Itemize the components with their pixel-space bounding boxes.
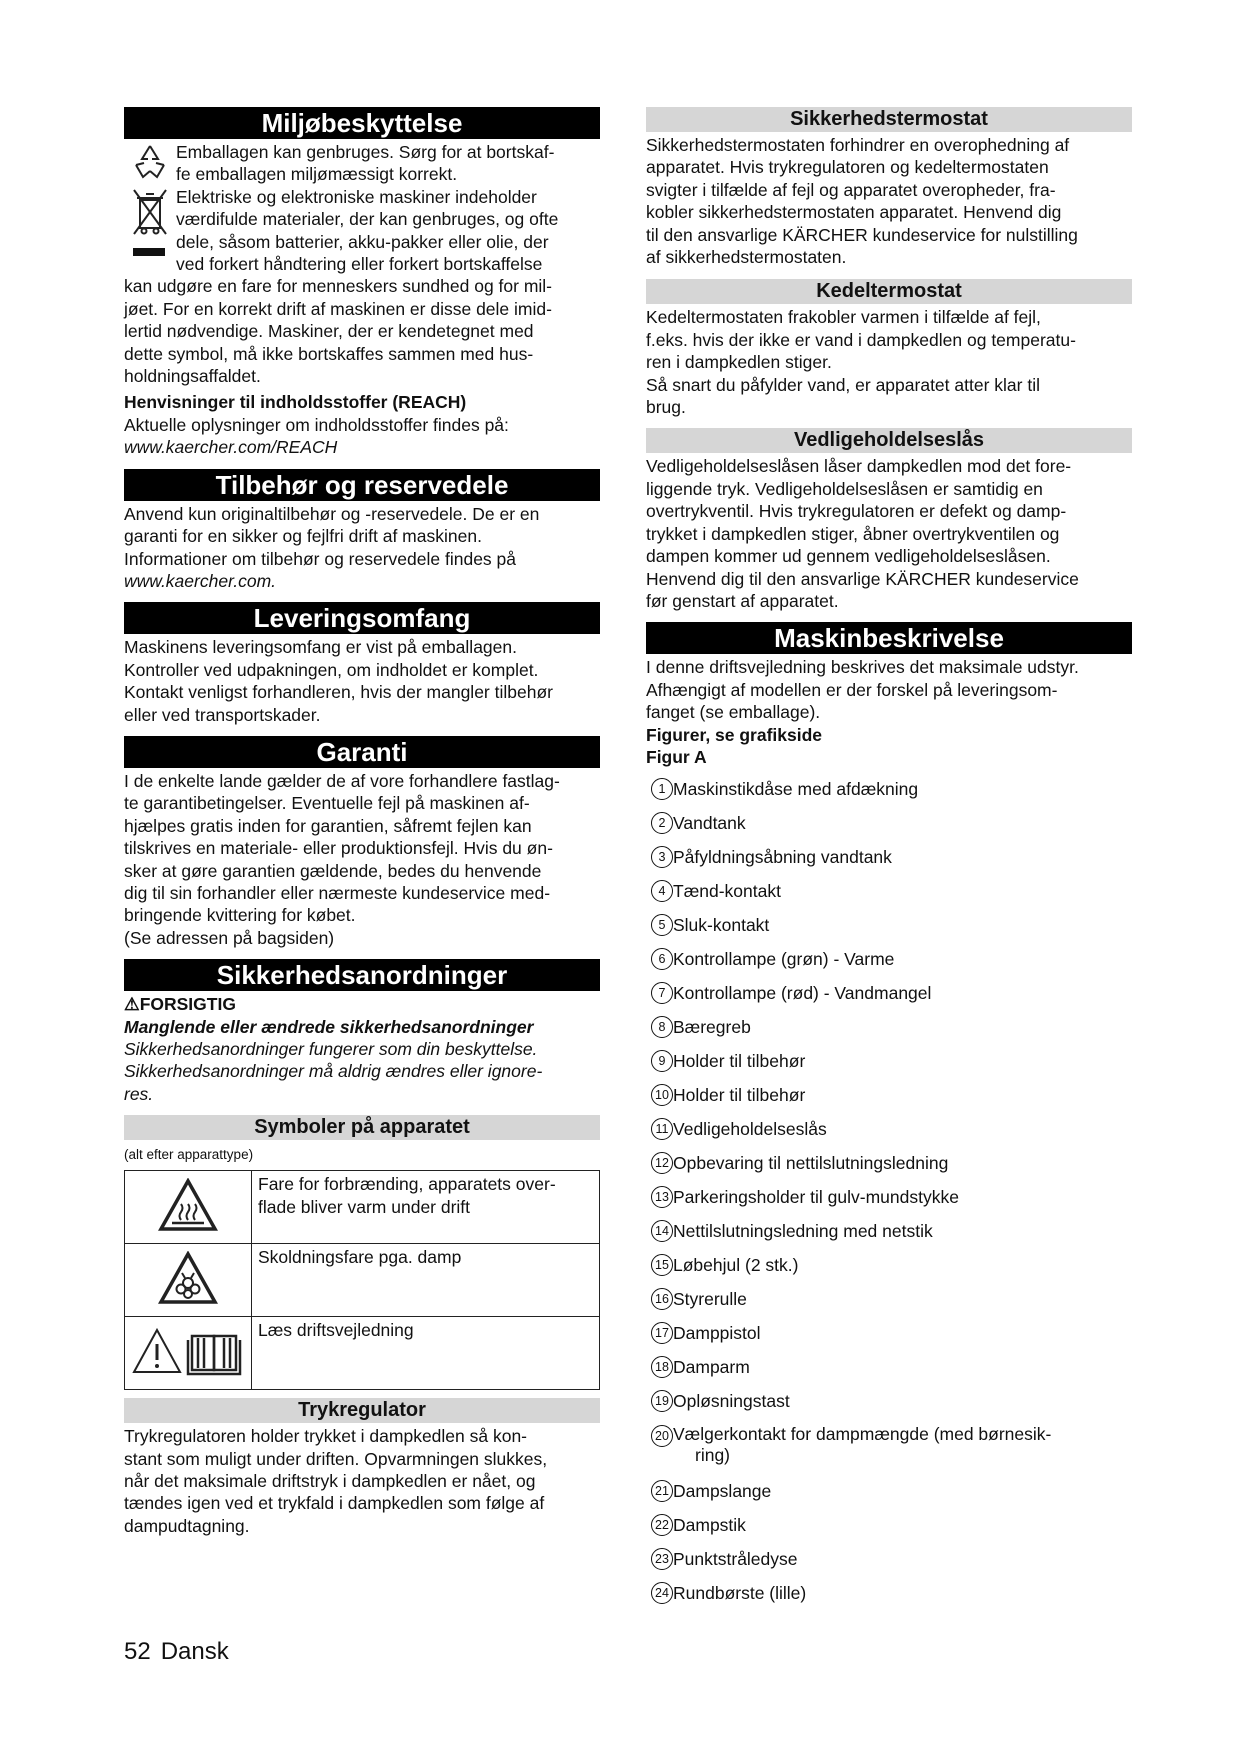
- weee-continued: jøet. For en korrekt drift af maskinen er disse dele imid-: [124, 298, 552, 319]
- levering-line: Maskinens leveringsomfang er vist på emballagen.: [124, 637, 517, 658]
- figure-reference: Figurer, se grafikside: [646, 724, 823, 745]
- list-item: [646, 1316, 1132, 1350]
- tryk-line: stant som muligt under driften. Opvarmningen slukkes,: [124, 1448, 548, 1469]
- vedligehold-line: dampen kommer ud gennem vedligeholdelseslåsen.: [646, 546, 1051, 567]
- item-number: 17: [651, 1322, 673, 1344]
- list-item: [646, 1112, 1132, 1146]
- symbol-note: (alt efter apparattype): [124, 1147, 254, 1163]
- weee-continued: holdningsaffaldet.: [124, 366, 261, 387]
- item-label: Påfyldningsåbning vandtank: [673, 846, 892, 867]
- tryk-line: dampudtagning.: [124, 1515, 250, 1536]
- item-number: 16: [651, 1288, 673, 1310]
- garanti-line: bringende kvittering for købet.: [124, 905, 356, 926]
- caution-label: ⚠FORSIGTIG: [124, 994, 236, 1015]
- heading-symboler: Symboler på apparatet: [124, 1115, 600, 1140]
- garanti-line: (Se adressen på bagsiden): [124, 927, 335, 948]
- item-label: Vandtank: [673, 812, 746, 833]
- item-number: 1: [651, 778, 673, 800]
- weee-paragraph: [124, 186, 600, 276]
- list-item: [646, 772, 1132, 806]
- weee-line: værdifulde materialer, der kan genbruges, og ofte: [176, 209, 559, 230]
- hot-surface-warning-icon: [158, 1178, 218, 1232]
- item-label: Maskinstikdåse med afdækning: [673, 778, 919, 799]
- heading-tilbehor: Tilbehør og reservedele: [124, 469, 600, 501]
- item-label: Løbehjul (2 stk.): [673, 1254, 799, 1275]
- list-item: [646, 1418, 1132, 1474]
- tryk-line: Trykregulatoren holder trykket i dampkedlen så kon-: [124, 1426, 528, 1447]
- steam-scald-warning-icon: [158, 1251, 218, 1305]
- item-number: 22: [651, 1514, 673, 1536]
- recycle-line: fe emballagen miljømæssigt korrekt.: [176, 164, 458, 185]
- heading-sikkerhedsanordninger: Sikkerhedsanordninger: [124, 959, 600, 991]
- heading-garanti: Garanti: [124, 736, 600, 768]
- list-item: [646, 1180, 1132, 1214]
- tilbehor-line: Informationer om tilbehør og reservedele findes på: [124, 548, 517, 569]
- levering-line: Kontroller ved udpakningen, om indholdet er komplet.: [124, 659, 539, 680]
- figure-label: Figur A: [646, 746, 707, 767]
- reach-heading: Henvisninger til indholdsstoffer (REACH): [124, 392, 467, 413]
- garanti-line: te garantibetingelser. Eventuelle fejl på maskinen af-: [124, 793, 530, 814]
- heading-leveringsomfang: Leveringsomfang: [124, 602, 600, 634]
- garanti-line: I de enkelte lande gælder de af vore forhandlere fastlag-: [124, 770, 560, 791]
- reach-link[interactable]: www.kaercher.com/REACH: [124, 437, 338, 458]
- item-label: Kontrollampe (grøn) - Varme: [673, 948, 895, 969]
- recycle-line: Emballagen kan genbruges. Sørg for at bortskaf-: [176, 142, 555, 162]
- item-number: 4: [651, 880, 673, 902]
- item-label: Kontrollampe (rød) - Vandmangel: [673, 982, 932, 1003]
- sikkerhedstermostat-line: Sikkerhedstermostaten forhindrer en overophedning af: [646, 135, 1070, 155]
- kedeltermostat-line: ren i dampkedlen stiger.: [646, 352, 832, 373]
- warning-line: res.: [124, 1083, 154, 1104]
- vedligehold-line: Henvend dig til den ansvarlige KÄRCHER kundeservice: [646, 568, 1079, 589]
- list-item: [646, 840, 1132, 874]
- levering-line: Kontakt venligst forhandleren, hvis der mangler tilbehør: [124, 682, 553, 703]
- item-number: 15: [651, 1254, 673, 1276]
- list-item: [646, 1010, 1132, 1044]
- maskin-line: Afhængigt af modellen er der forskel på leveringsom-: [646, 679, 1058, 700]
- maskin-line: fanget (se emballage).: [646, 702, 821, 723]
- list-item: [646, 1078, 1132, 1112]
- vedligehold-line: Vedligeholdelseslåsen låser dampkedlen mod det fore-: [646, 456, 1072, 477]
- item-label: Styrerulle: [673, 1288, 747, 1309]
- recycle-paragraph: [124, 141, 600, 186]
- warning-heading: Manglende eller ændrede sikkerhedsanordninger: [124, 1016, 534, 1037]
- symbol-text: flade bliver varm under drift: [258, 1196, 471, 1217]
- vedligehold-line: trykket i dampkedlen stiger, åbner overtrykventilen og: [646, 523, 1060, 544]
- heading-vedligeholdelseslas: Vedligeholdelseslås: [646, 428, 1132, 453]
- levering-line: eller ved transportskader.: [124, 704, 321, 725]
- parts-list: [646, 772, 1132, 1610]
- item-number: 12: [651, 1152, 673, 1174]
- heading-trykregulator: Trykregulator: [124, 1398, 600, 1423]
- item-number: 21: [651, 1480, 673, 1502]
- list-item: [646, 1542, 1132, 1576]
- symbol-text: Fare for forbrænding, apparatets over-: [258, 1174, 556, 1195]
- list-item: [646, 942, 1132, 976]
- list-item: [646, 1350, 1132, 1384]
- page-number: 52: [124, 1638, 151, 1665]
- item-label: Vedligeholdelseslås: [673, 1118, 827, 1139]
- list-item: [646, 1384, 1132, 1418]
- list-item: [646, 1282, 1132, 1316]
- vedligehold-line: overtrykventil. Hvis trykregulatoren er defekt og damp-: [646, 501, 1067, 522]
- weee-continued: dette symbol, må ikke bortskaffes sammen med hus-: [124, 343, 534, 364]
- item-label: Opbevaring til nettilslutningsledning: [673, 1152, 949, 1173]
- heading-sikkerhedstermostat: Sikkerhedstermostat: [646, 107, 1132, 132]
- list-item: [646, 1474, 1132, 1508]
- item-number: 23: [651, 1548, 673, 1570]
- vedligehold-line: før genstart af apparatet.: [646, 590, 839, 611]
- kedeltermostat-line: Kedeltermostaten frakobler varmen i tilfælde af fejl,: [646, 307, 1041, 328]
- crossed-bin-icon: [129, 186, 171, 262]
- read-manual-icon: [130, 1324, 246, 1378]
- item-number: 7: [651, 982, 673, 1004]
- item-label: Holder til tilbehør: [673, 1050, 806, 1071]
- sikkerhedstermostat-line: af sikkerhedstermostaten.: [646, 247, 847, 268]
- item-label: Opløsningstast: [673, 1390, 790, 1411]
- item-label: Punktstråledyse: [673, 1548, 798, 1569]
- sikkerhedstermostat-line: apparatet. Hvis trykregulatoren og kedeltermostaten: [646, 157, 1049, 178]
- heading-maskinbeskrivelse: Maskinbeskrivelse: [646, 622, 1132, 654]
- item-number: 11: [651, 1118, 673, 1140]
- item-label: Dampstik: [673, 1514, 746, 1535]
- left-column: [124, 107, 600, 1537]
- weee-continued: lertid nødvendige. Maskiner, der er kendetegnet med: [124, 321, 534, 342]
- page-footer: [124, 1638, 239, 1666]
- item-number: 9: [651, 1050, 673, 1072]
- kedeltermostat-line: brug.: [646, 397, 686, 418]
- list-item: [646, 976, 1132, 1010]
- sikkerhedstermostat-line: til den ansvarlige KÄRCHER kundeservice for nulstilling: [646, 224, 1078, 245]
- item-number: 20: [651, 1425, 673, 1447]
- tryk-line: når det maksimale driftstryk i dampkedlen er nået, og: [124, 1471, 536, 1492]
- item-label: Parkeringsholder til gulv-mundstykke: [673, 1186, 959, 1207]
- list-item: [646, 1248, 1132, 1282]
- footer-language: Dansk: [160, 1638, 229, 1665]
- list-item: [646, 1146, 1132, 1180]
- kedeltermostat-line: Så snart du påfylder vand, er apparatet atter klar til: [646, 374, 1040, 395]
- item-number: 19: [651, 1390, 673, 1412]
- weee-line: Elektriske og elektroniske maskiner indeholder: [176, 186, 537, 207]
- recycle-icon: [130, 141, 170, 181]
- symbol-text: Skoldningsfare pga. damp: [258, 1247, 462, 1268]
- item-number: 14: [651, 1220, 673, 1242]
- symbol-table: [124, 1170, 600, 1390]
- list-item: [646, 874, 1132, 908]
- symbol-row: [125, 1244, 600, 1317]
- heading-miljobeskyttelse: Miljøbeskyttelse: [124, 107, 600, 139]
- item-number: 6: [651, 948, 673, 970]
- item-label: Tænd-kontakt: [673, 880, 781, 901]
- item-number: 8: [651, 1016, 673, 1038]
- item-number: 18: [651, 1356, 673, 1378]
- item-number: 10: [651, 1084, 673, 1106]
- symbol-text: Læs driftsvejledning: [258, 1320, 414, 1341]
- tilbehor-link[interactable]: www.kaercher.com.: [124, 570, 277, 591]
- garanti-line: tilskrives en materiale- eller produktionsfejl. Hvis du øn-: [124, 838, 553, 859]
- item-label: Nettilslutningsledning med netstik: [673, 1220, 933, 1241]
- list-item: [646, 1508, 1132, 1542]
- warning-line: Sikkerhedsanordninger må aldrig ændres eller ignore-: [124, 1061, 543, 1082]
- vedligehold-line: liggende tryk. Vedligeholdelseslåsen er samtidig en: [646, 478, 1043, 499]
- maskin-line: I denne driftsvejledning beskrives det maksimale udstyr.: [646, 657, 1079, 678]
- item-label: Dampslange: [673, 1480, 772, 1501]
- weee-line: ved forkert håndtering eller forkert bortskaffelse: [176, 254, 543, 275]
- sikkerhedstermostat-line: svigter i tilfælde af fejl og apparatet overopheder, fra-: [646, 179, 1056, 200]
- item-number: 2: [651, 812, 673, 834]
- list-item: [646, 1576, 1132, 1610]
- tryk-line: tændes igen ved et trykfald i dampkedlen som følge af: [124, 1493, 545, 1514]
- garanti-line: sker at gøre garantien gældende, bedes du henvende: [124, 860, 542, 881]
- weee-continued: kan udgøre en fare for menneskers sundhed og for mil-: [124, 276, 552, 297]
- list-item: [646, 1214, 1132, 1248]
- list-item: [646, 806, 1132, 840]
- symbol-row: [125, 1171, 600, 1244]
- item-label: Damppistol: [673, 1322, 761, 1343]
- item-label-continued: ring): [695, 1445, 731, 1466]
- reach-text: Aktuelle oplysninger om indholdsstoffer findes på:: [124, 414, 509, 435]
- tilbehor-line: garanti for en sikker og fejlfri drift af maskinen.: [124, 526, 482, 547]
- item-label: Vælgerkontakt for dampmængde (med børnesik-: [673, 1424, 1052, 1445]
- item-number: 13: [651, 1186, 673, 1208]
- item-label: Sluk-kontakt: [673, 914, 770, 935]
- item-number: 3: [651, 846, 673, 868]
- item-label: Rundbørste (lille): [673, 1582, 807, 1603]
- warning-line: Sikkerhedsanordninger fungerer som din beskyttelse.: [124, 1039, 538, 1059]
- tilbehor-line: Anvend kun originaltilbehør og -reservedele. De er en: [124, 503, 540, 524]
- item-label: Bæregreb: [673, 1016, 751, 1037]
- heading-kedeltermostat: Kedeltermostat: [646, 279, 1132, 304]
- list-item: [646, 908, 1132, 942]
- right-column: [646, 107, 1132, 1610]
- sikkerhedstermostat-line: kobler sikkerhedstermostaten apparatet. Henvend dig: [646, 202, 1062, 223]
- item-number: 24: [651, 1582, 673, 1604]
- garanti-line: hjælpes gratis inden for garantien, såfremt fejlen kan: [124, 815, 532, 836]
- kedeltermostat-line: f.eks. hvis der ikke er vand i dampkedlen og temperatu-: [646, 329, 1076, 350]
- item-number: 5: [651, 914, 673, 936]
- item-label: Damparm: [673, 1356, 750, 1377]
- list-item: [646, 1044, 1132, 1078]
- garanti-line: dig til sin forhandler eller nærmeste kundeservice med-: [124, 882, 551, 903]
- symbol-row: [125, 1317, 600, 1390]
- item-label: Holder til tilbehør: [673, 1084, 806, 1105]
- weee-line: dele, såsom batterier, akku-pakker eller olie, der: [176, 231, 549, 252]
